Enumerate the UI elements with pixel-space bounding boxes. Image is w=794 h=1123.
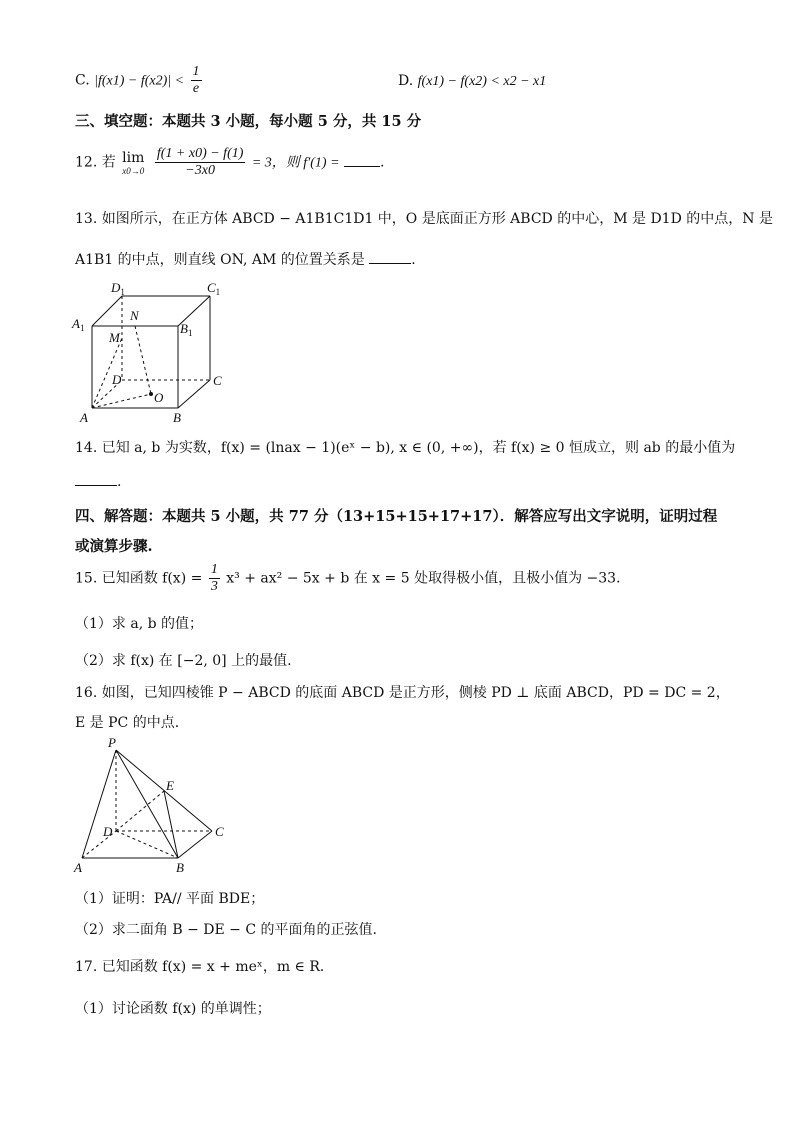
q14-line2: . [75, 473, 121, 490]
q11-option-c-expr: |f(x1) − f(x2)| < [94, 73, 185, 89]
q13-line2: A1B1 的中点，则直线 ON, AM 的位置关系是 . [75, 252, 416, 268]
label-d1: $D_1$ [111, 280, 125, 297]
q14-answer-blank[interactable] [75, 473, 117, 486]
q14-line1: 14. 已知 a, b 为实数，f(x) = (lnax − 1)(eˣ − b), x ∈ (0, +∞)，若 f(x) ≥ 0 恒成立，则 ab 的最小值为 [75, 440, 736, 456]
label-b1: $B_1$ [180, 321, 193, 338]
label-a1: $A_1$ [72, 316, 85, 333]
q16-line2: E 是 PC 的中点． [75, 715, 189, 731]
label-n: N [130, 308, 139, 323]
label-a: A [80, 410, 88, 425]
q16-line1: 16. 如图，已知四棱锥 P − ABCD 的底面 ABCD 是正方形，侧棱 PD ⊥ 底面 ABCD，PD = DC = 2， [75, 685, 730, 701]
q15-stem: 15. 已知函数 f(x) = $\frac{1}{3}$ x³ + ax² − 5x + b 在 x = 5 处取得极小值，且极小值为 −33． [75, 562, 631, 594]
label-c: C [215, 824, 224, 839]
label-c1: $C_1$ [207, 280, 221, 297]
q12-answer-blank[interactable] [344, 154, 380, 167]
label-p: P [108, 736, 116, 750]
section4-heading-line2: 或演算步骤. [75, 538, 153, 555]
q15-part1: （1）求 a, b 的值； [75, 616, 204, 632]
section4-heading-line1: 四、解答题：本题共 5 小题，共 77 分（13+15+15+17+17）．解答应写出文字说明，证明过程 [75, 508, 718, 525]
q11-option-c-fraction: $\frac{1}{e}$ [192, 64, 200, 96]
q15-fraction: $\frac{1}{3}$ [210, 562, 218, 594]
q11-option-c: C. |f(x1) − f(x2)| < $\frac{1}{e}$ [75, 64, 200, 96]
label-o: O [154, 390, 164, 405]
q16-part1: （1）证明：PA// 平面 BDE； [75, 891, 265, 907]
pyramid-figure [70, 736, 240, 876]
q12-limit: lim x0→0 [122, 149, 145, 176]
q17-line1: 17. 已知函数 f(x) = x + meˣ，m ∈ R． [75, 959, 334, 975]
q13-answer-blank[interactable] [369, 251, 411, 264]
q11-option-d-expr: f(x1) − f(x2) < x2 − x1 [417, 74, 547, 89]
q13-line1: 13. 如图所示，在正方体 ABCD − A1B1C1D1 中，O 是底面正方形 ABCD 的中心，M 是 D1D 的中点，N 是 [75, 211, 773, 227]
label-a: A [74, 860, 82, 875]
cube-figure [70, 278, 240, 428]
q17-part1: （1）讨论函数 f(x) 的单调性； [75, 1001, 271, 1017]
q15-part2: （2）求 f(x) 在 [−2, 0] 上的最值. [75, 653, 292, 669]
q12: 12. 若 lim x0→0 $\frac{f(1 + x0) - f(1)}{-3x0}$ = 3，则 f′(1) = . [75, 146, 385, 178]
label-c: C [213, 373, 222, 388]
q12-fraction: $\frac{f(1 + x0) - f(1)}{-3x0}$ [156, 146, 244, 178]
label-m: M [109, 330, 120, 345]
label-e: E [166, 778, 174, 793]
label-d: D [112, 372, 122, 387]
label-d: D [103, 824, 113, 839]
section3-heading: 三、填空题：本题共 3 小题，每小题 5 分，共 15 分 [75, 113, 422, 130]
label-b: B [173, 410, 181, 425]
q16-part2: （2）求二面角 B − DE − C 的平面角的正弦值. [75, 922, 377, 938]
q11-option-d: D. f(x1) − f(x2) < x2 − x1 [398, 73, 547, 89]
label-b: B [176, 860, 184, 875]
